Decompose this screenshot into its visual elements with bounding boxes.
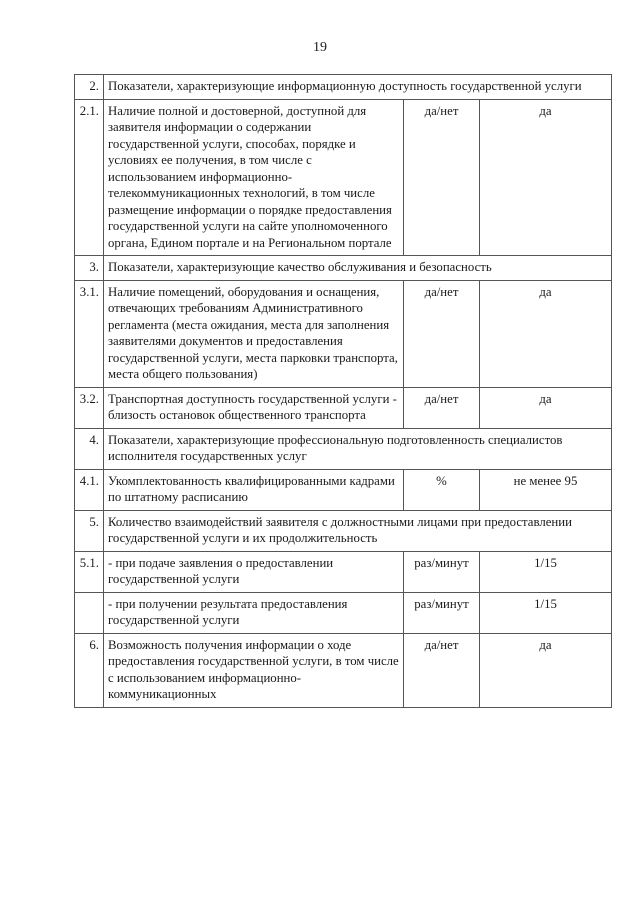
row-number: 2.1. [75, 99, 104, 256]
value-cell: да [480, 280, 612, 387]
unit-cell: да/нет [404, 99, 480, 256]
section-title: Показатели, характеризующие профессиональную подготовленность специалистов исполнителя государственных услуг [104, 428, 612, 469]
section-row [75, 510, 612, 551]
indicator-name: Возможность получения информации о ходе предоставления государственной услуги, в том числе с использованием информационно-коммуникационных [104, 633, 404, 707]
row-number: 6. [75, 633, 104, 707]
table-row [75, 387, 612, 428]
unit-cell: раз/минут [404, 551, 480, 592]
row-number: 3. [75, 256, 104, 281]
unit-cell: да/нет [404, 280, 480, 387]
indicator-name: Укомплектованность квалифицированными кадрами по штатному расписанию [104, 469, 404, 510]
section-row [75, 428, 612, 469]
table-row [75, 633, 612, 707]
indicator-name: Наличие помещений, оборудования и оснащения, отвечающих требованиям Административного регламента (места ожидания, места для заполнения заявителями документов и предоставления государственной услуги, места парковки транспорта, места общего пользования) [104, 280, 404, 387]
table-row [75, 99, 612, 256]
row-number: 5.1. [75, 551, 104, 592]
row-number: 3.1. [75, 280, 104, 387]
indicator-name: Наличие полной и достоверной, доступной для заявителя информации о содержании государственной услуги, способах, порядке и условиях ее получения, в том числе с использованием информационно-телекоммуникационных технологий, в том числе размещение информации о порядке предоставления государственной услуги на сайте уполномоченного органа, Едином портале и на Региональном портале [104, 99, 404, 256]
value-cell: 1/15 [480, 592, 612, 633]
section-title: Количество взаимодействий заявителя с должностными лицами при предоставлении государственной услуги и их продолжительность [104, 510, 612, 551]
value-cell: да [480, 99, 612, 256]
table-row [75, 592, 612, 633]
indicator-name: - при подаче заявления о предоставлении государственной услуги [104, 551, 404, 592]
section-row [75, 256, 612, 281]
indicators-table [74, 74, 612, 708]
value-cell: не менее 95 [480, 469, 612, 510]
table-row [75, 551, 612, 592]
row-number: 3.2. [75, 387, 104, 428]
row-number: 2. [75, 75, 104, 100]
unit-cell: % [404, 469, 480, 510]
page-number: 19 [313, 40, 327, 55]
value-cell: 1/15 [480, 551, 612, 592]
value-cell: да [480, 387, 612, 428]
unit-cell: да/нет [404, 387, 480, 428]
section-title: Показатели, характеризующие качество обслуживания и безопасность [104, 256, 612, 281]
section-title: Показатели, характеризующие информационную доступность государственной услуги [104, 75, 612, 100]
row-number: 5. [75, 510, 104, 551]
section-row [75, 75, 612, 100]
table-row [75, 280, 612, 387]
row-number: 4.1. [75, 469, 104, 510]
row-number: 4. [75, 428, 104, 469]
unit-cell: да/нет [404, 633, 480, 707]
row-number [75, 592, 104, 633]
indicator-name: Транспортная доступность государственной услуги - близость остановок общественного транспорта [104, 387, 404, 428]
unit-cell: раз/минут [404, 592, 480, 633]
table-row [75, 469, 612, 510]
value-cell: да [480, 633, 612, 707]
indicator-name: - при получении результата предоставления государственной услуги [104, 592, 404, 633]
